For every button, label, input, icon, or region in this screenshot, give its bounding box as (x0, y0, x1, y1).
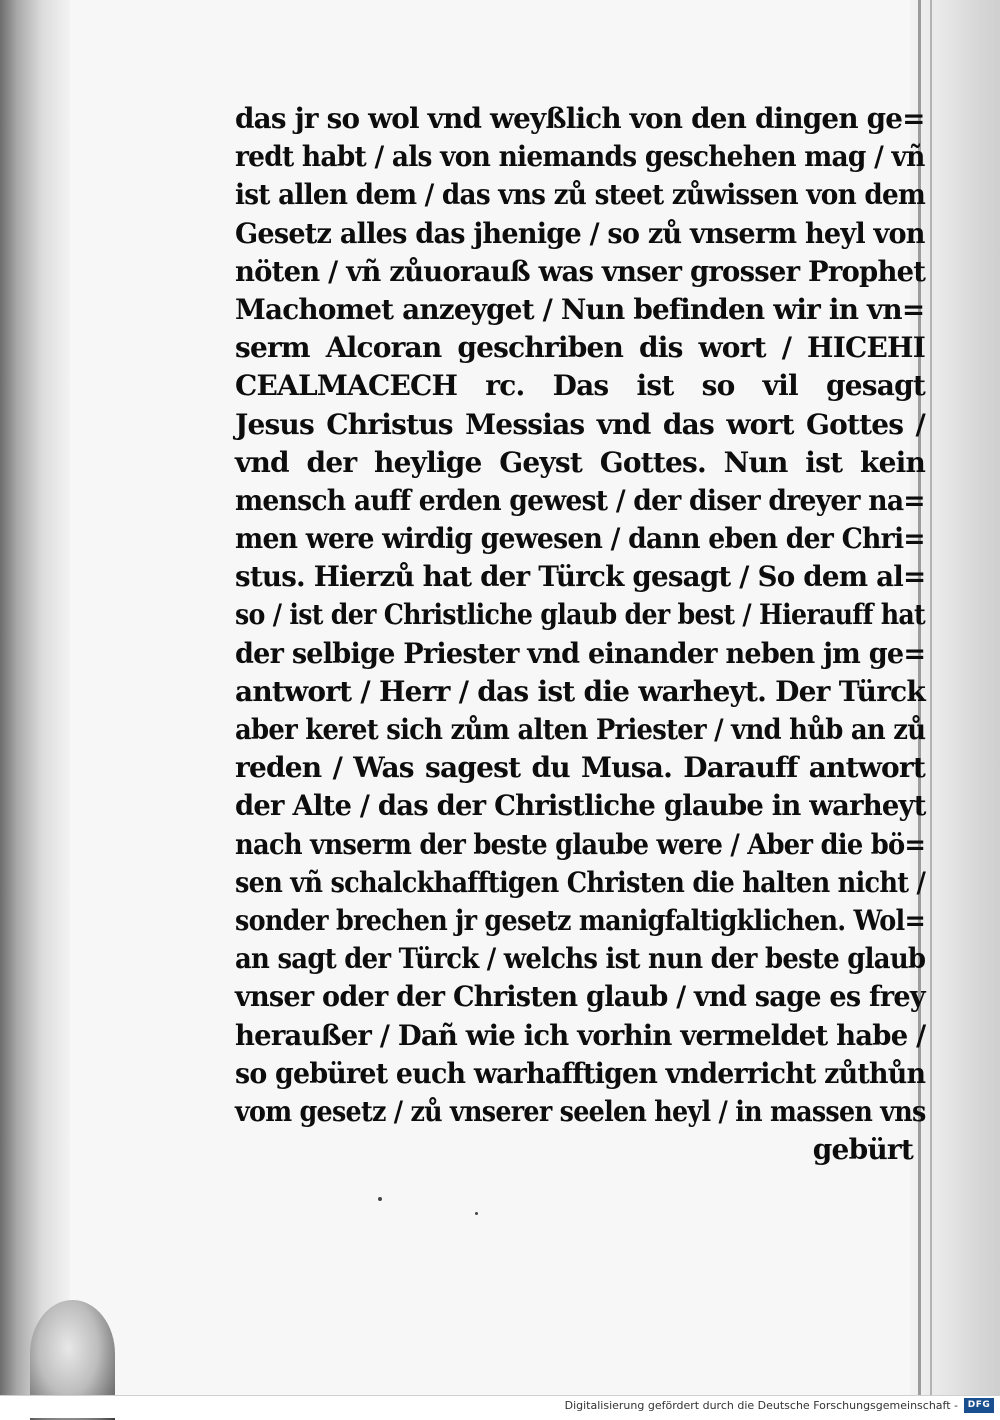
text-line: sonder brechen jr gesetz manigfaltigklichen. Wol= (235, 903, 926, 937)
text-line: Jesus Christus Messias vnd das wort Gottes / (235, 407, 925, 441)
text-line: antwort / Herr / das ist die warheyt. Der Türck (235, 674, 925, 708)
text-line: mensch auff erden gewest / der diser dreyer na= (235, 483, 925, 517)
text-line: vnd der heylige Geyst Gottes. Nun ist kein (235, 445, 925, 479)
text-line: sen vñ schalckhafftigen Christen die halten nicht / (235, 865, 926, 899)
text-line: gebürt (812, 1133, 913, 1167)
text-line: ist allen dem / das vns zů steet zůwissen von dem (235, 178, 926, 212)
text-line: stus. Hierzů hat der Türck gesagt / So dem al= (235, 560, 926, 594)
text-line: serm Alcoran geschriben dis wort / HICEHI (235, 331, 925, 365)
dfg-logo: DFG (964, 1398, 994, 1413)
text-line: so / ist der Christliche glaub der best / Hierauff hat (235, 598, 925, 632)
text-line: nach vnserm der beste glaube were / Aber die bö= (235, 827, 926, 861)
text-line: nöten / vñ zůuorauß was vnser grosser Prophet (235, 254, 926, 288)
text-line: heraußer / Dañ wie ich vorhin vermeldet habe / (235, 1018, 926, 1052)
text-line: vnser oder der Christen glaub / vnd sage es frey (235, 980, 925, 1014)
text-line: reden / Was sagest du Musa. Darauff antwort (235, 751, 925, 785)
page-edge-line-inner (930, 0, 932, 1395)
text-line: das jr so wol vnd weyßlich von den dingen ge= (235, 102, 925, 135)
text-line: redt habt / als von niemands geschehen mag / vñ (235, 140, 925, 174)
ink-speck (475, 1212, 478, 1215)
text-line: CEALMACECH rc. Das ist so vil gesagt (235, 369, 925, 403)
funding-note: Digitalisierung gefördert durch die Deutsche Forschungsgemeinschaft - (564, 1399, 958, 1412)
text-line: aber keret sich zům alten Priester / vnd hůb an zů (235, 713, 926, 746)
text-line: so gebüret euch warhafftigen vnderricht zůthůn (235, 1056, 926, 1090)
body-text (235, 100, 925, 1169)
text-line: an sagt der Türck / welchs ist nun der beste glaub (235, 942, 926, 976)
ink-speck (378, 1197, 382, 1201)
text-line: Machomet anzeyget / Nun befinden wir in vn= (235, 292, 925, 326)
text-line: der selbige Priester vnd einander neben jm ge= (235, 636, 926, 670)
text-line: Gesetz alles das jhenige / so zů vnserm heyl von (235, 216, 925, 250)
text-line: men were wirdig gewesen / dann eben der Chri= (235, 522, 925, 556)
text-line: der Alte / das der Christliche glaube in warheyt (235, 789, 926, 823)
text-line: vom gesetz / zů vnserer seelen heyl / in massen vns (235, 1094, 926, 1128)
left-binding-shadow (0, 0, 70, 1417)
